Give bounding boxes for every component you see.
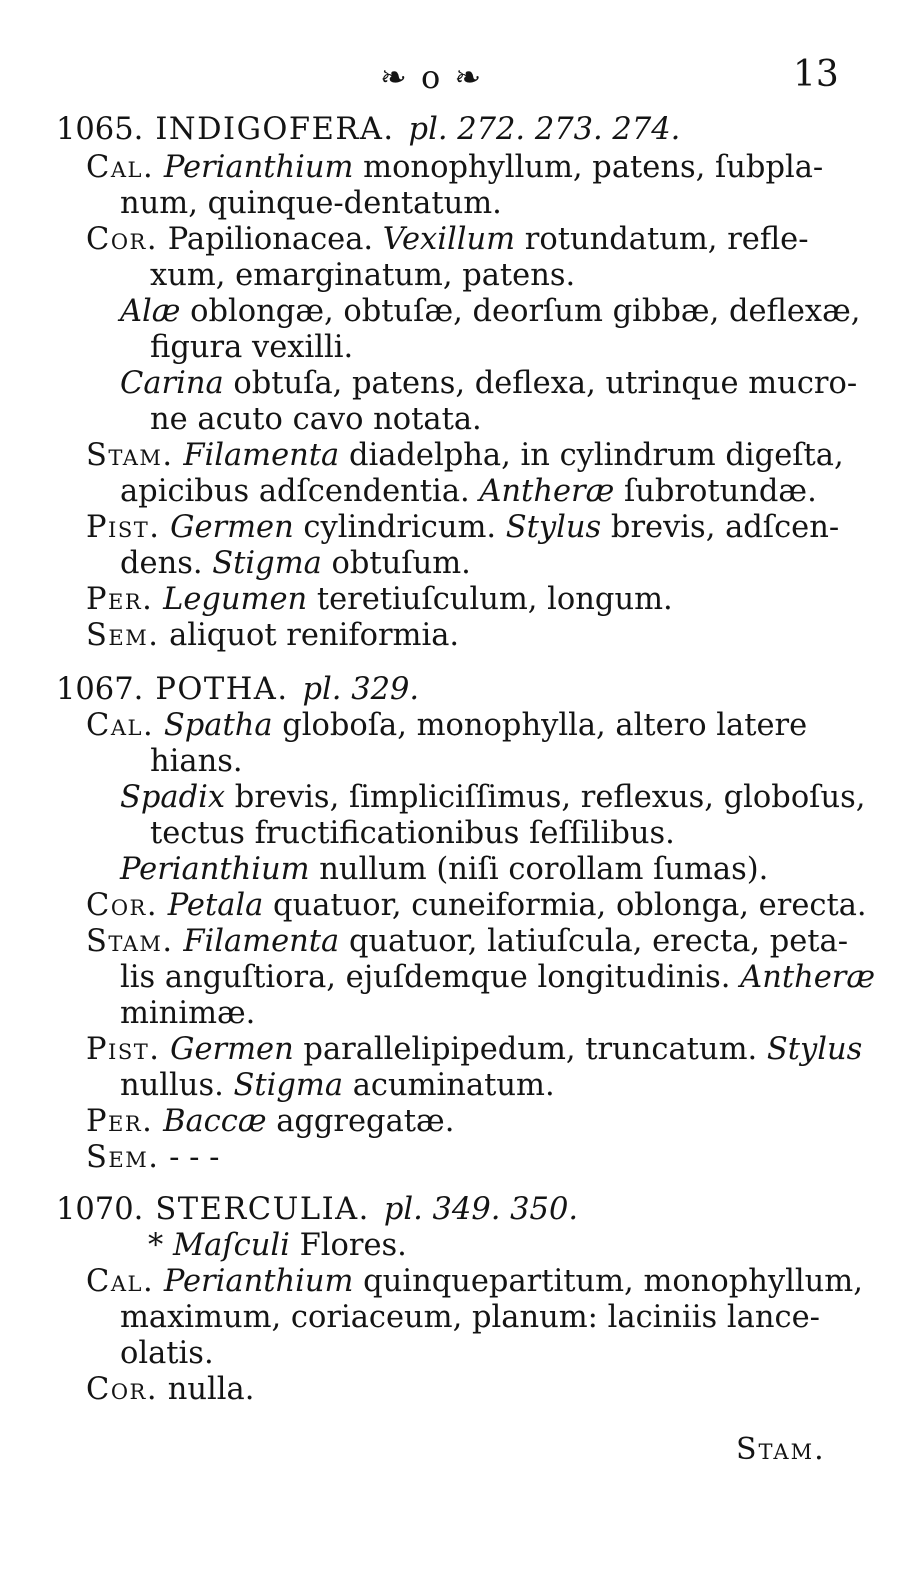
text-segment bbox=[174, 438, 184, 473]
text-segment: maximum, coriaceum, planum: laciniis lance- bbox=[120, 1300, 820, 1335]
text-segment: hians. bbox=[150, 744, 243, 779]
section-label: Cal. bbox=[86, 1264, 155, 1299]
section-label: Cor. bbox=[86, 222, 159, 257]
text-segment: parallelipipedum, truncatum. bbox=[293, 1032, 767, 1067]
text-segment: quinquepartitum, monophyllum, bbox=[353, 1264, 863, 1299]
text-line bbox=[86, 510, 839, 546]
text-line bbox=[86, 1032, 862, 1068]
text-line bbox=[120, 186, 502, 222]
text-line bbox=[120, 852, 768, 888]
text-line bbox=[120, 294, 861, 330]
text-line bbox=[120, 780, 865, 816]
text-line bbox=[120, 1068, 555, 1104]
catchword: Stam. bbox=[736, 1432, 826, 1467]
text-segment bbox=[154, 1264, 164, 1299]
section-label: Sem. bbox=[86, 618, 160, 653]
section-label: Stam. bbox=[86, 924, 174, 959]
italic-term: Petala bbox=[167, 888, 264, 923]
italic-term: Perianthium bbox=[163, 150, 354, 185]
text-line bbox=[86, 618, 459, 654]
genus-name: POTHA. bbox=[155, 672, 289, 707]
text-line bbox=[120, 366, 857, 402]
text-segment bbox=[160, 510, 170, 545]
text-line bbox=[86, 1372, 254, 1408]
italic-term: Alæ bbox=[120, 294, 181, 329]
text-line bbox=[150, 816, 675, 852]
italic-term: Legumen bbox=[163, 582, 308, 617]
text-segment: aliquot reniformia. bbox=[159, 618, 460, 653]
text-segment: globoſa, monophylla, altero latere bbox=[272, 708, 808, 743]
text-line bbox=[86, 1104, 454, 1140]
text-segment: Flores. bbox=[289, 1228, 407, 1263]
italic-term: Stigma bbox=[212, 546, 322, 581]
italic-term: Stylus bbox=[766, 1032, 863, 1067]
text-segment: apicibus adſcendentia. bbox=[120, 474, 480, 509]
text-segment bbox=[154, 708, 164, 743]
text-segment: - - - bbox=[159, 1140, 220, 1175]
italic-term: Stigma bbox=[233, 1068, 344, 1103]
text-segment: cylindricum. bbox=[293, 510, 506, 545]
section-label: Per. bbox=[86, 582, 154, 617]
italic-term: Antheræ bbox=[740, 960, 876, 995]
text-line bbox=[120, 960, 875, 996]
text-segment: obtuſa, patens, deflexa, utrinque mucro- bbox=[223, 366, 858, 401]
italic-term: Antheræ bbox=[479, 474, 615, 509]
text-line bbox=[150, 258, 575, 294]
entry-number: 1070. bbox=[56, 1192, 144, 1227]
section-label: Stam. bbox=[86, 438, 174, 473]
italic-term: Baccæ bbox=[163, 1104, 267, 1139]
header-ornament: ❧ o ❧ bbox=[380, 58, 484, 96]
text-segment: acuminatum. bbox=[343, 1068, 555, 1103]
text-segment: oblongæ, obtuſæ, deorſum gibbæ, deflexæ, bbox=[180, 294, 861, 329]
text-line bbox=[150, 330, 353, 366]
genus-name: INDIGOFERA. bbox=[155, 112, 395, 147]
text-segment: minimæ. bbox=[120, 996, 256, 1031]
italic-term: Vexillum bbox=[382, 222, 516, 257]
section-label: Pist. bbox=[86, 510, 161, 545]
text-segment: Papilionacea. bbox=[158, 222, 383, 257]
text-segment: rotundatum, refle- bbox=[515, 222, 809, 257]
text-line bbox=[86, 1140, 219, 1176]
text-segment bbox=[174, 924, 184, 959]
italic-term: Carina bbox=[120, 366, 224, 401]
text-line bbox=[120, 474, 817, 510]
italic-term: Spadix bbox=[120, 780, 226, 815]
genus-name: STERCULIA. bbox=[155, 1192, 370, 1227]
entry-heading bbox=[56, 112, 680, 148]
text-line bbox=[120, 546, 471, 582]
section-label: Cal. bbox=[86, 708, 155, 743]
text-line bbox=[86, 222, 809, 258]
italic-term: Filamenta bbox=[183, 924, 340, 959]
section-label: Per. bbox=[86, 1104, 154, 1139]
text-line bbox=[148, 1228, 407, 1264]
text-line bbox=[86, 438, 844, 474]
text-segment: quatuor, latiuſcula, erecta, peta- bbox=[339, 924, 849, 959]
page-header bbox=[0, 52, 900, 102]
text-segment: ne acuto cavo notata. bbox=[150, 402, 482, 437]
text-line bbox=[86, 888, 867, 924]
text-segment bbox=[154, 150, 164, 185]
text-segment bbox=[153, 582, 163, 617]
text-segment: nulla. bbox=[158, 1372, 255, 1407]
text-line bbox=[86, 1264, 863, 1300]
plate-reference: pl. 329. bbox=[302, 672, 420, 707]
text-segment: nullum (niſi corollam ſumas). bbox=[309, 852, 769, 887]
text-segment: num, quinque-dentatum. bbox=[120, 186, 502, 221]
section-label: Pist. bbox=[86, 1032, 161, 1067]
text-segment: obtuſum. bbox=[321, 546, 471, 581]
text-segment: diadelpha, in cylindrum digeſta, bbox=[339, 438, 844, 473]
italic-term: Perianthium bbox=[163, 1264, 354, 1299]
text-segment bbox=[158, 888, 168, 923]
plate-reference: pl. 349. 350. bbox=[383, 1192, 579, 1227]
text-segment: brevis, adſcen- bbox=[601, 510, 840, 545]
text-segment: aggregatæ. bbox=[266, 1104, 455, 1139]
text-segment: * bbox=[148, 1228, 173, 1263]
italic-term: Stylus bbox=[505, 510, 602, 545]
text-segment: lis anguſtiora, ejuſdemque longitudinis. bbox=[120, 960, 741, 995]
text-segment bbox=[160, 1032, 170, 1067]
section-label: Cal. bbox=[86, 150, 155, 185]
text-segment: xum, emarginatum, patens. bbox=[150, 258, 576, 293]
entry-number: 1065. bbox=[56, 112, 144, 147]
italic-term: Germen bbox=[170, 1032, 294, 1067]
section-label: Sem. bbox=[86, 1140, 160, 1175]
text-segment: brevis, ſimpliciſſimus, reflexus, globoſus, bbox=[225, 780, 866, 815]
text-segment: tectus fructificationibus ſeſſilibus. bbox=[150, 816, 675, 851]
text-segment: figura vexilli. bbox=[150, 330, 354, 365]
italic-term: Spatha bbox=[163, 708, 273, 743]
text-line bbox=[120, 996, 255, 1032]
text-segment: olatis. bbox=[120, 1336, 214, 1371]
italic-term: Maſculi bbox=[172, 1228, 290, 1263]
text-line bbox=[120, 1336, 214, 1372]
italic-term: Filamenta bbox=[183, 438, 340, 473]
italic-term: Perianthium bbox=[120, 852, 310, 887]
section-label: Cor. bbox=[86, 888, 159, 923]
text-line bbox=[150, 402, 482, 438]
text-segment: monophyllum, patens, ſubpla- bbox=[353, 150, 824, 185]
text-line bbox=[86, 924, 848, 960]
text-line bbox=[86, 708, 807, 744]
entry-heading bbox=[56, 1192, 578, 1228]
text-line bbox=[86, 582, 673, 618]
entry-number: 1067. bbox=[56, 672, 144, 707]
section-label: Cor. bbox=[86, 1372, 159, 1407]
text-segment: teretiuſculum, longum. bbox=[307, 582, 673, 617]
text-segment: dens. bbox=[120, 546, 213, 581]
plate-reference: pl. 272. 273. 274. bbox=[408, 112, 681, 147]
text-segment: ſubrotundæ. bbox=[614, 474, 817, 509]
italic-term: Germen bbox=[170, 510, 294, 545]
text-segment: quatuor, cuneiformia, oblonga, erecta. bbox=[263, 888, 867, 923]
text-segment bbox=[153, 1104, 163, 1139]
text-line bbox=[86, 150, 823, 186]
page-number: 13 bbox=[793, 54, 839, 95]
text-segment: nullus. bbox=[120, 1068, 234, 1103]
text-line bbox=[120, 1300, 820, 1336]
text-line bbox=[150, 744, 243, 780]
entry-heading bbox=[56, 672, 419, 708]
